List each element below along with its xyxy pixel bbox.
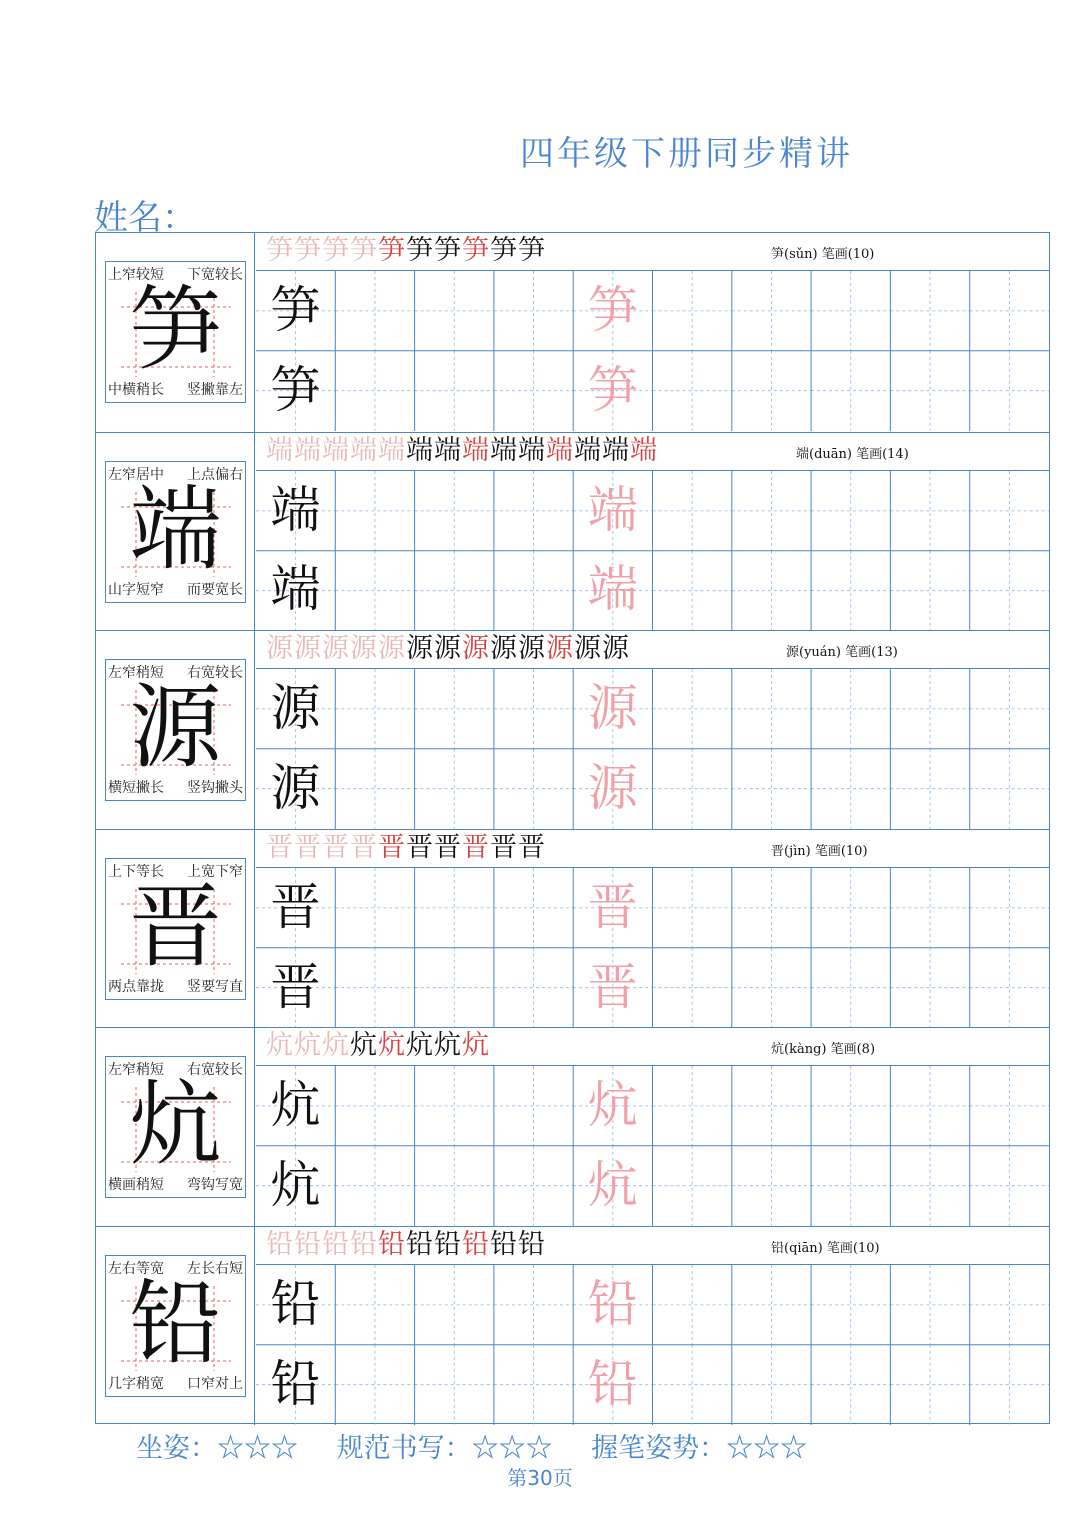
character-guide-card	[105, 1056, 246, 1198]
character-block	[96, 1226, 1049, 1425]
stroke-step: 端	[322, 434, 350, 466]
stroke-step: 笋	[406, 235, 434, 266]
stroke-step: 端	[546, 434, 574, 466]
model-character: 源	[129, 674, 222, 782]
sample-character: 端	[270, 560, 321, 619]
stroke-step: 晋	[378, 831, 406, 863]
stroke-step: 源	[434, 633, 462, 665]
stroke-step: 铅	[294, 1229, 322, 1260]
writing-tip: 而要宽长	[187, 581, 243, 598]
stroke-step: 铅	[350, 1229, 378, 1260]
stroke-order-sequence	[266, 832, 546, 864]
stroke-step: 端	[518, 434, 546, 466]
stroke-step: 源	[574, 633, 602, 665]
stroke-step: 源	[322, 633, 350, 665]
stroke-step: 铅	[518, 1229, 546, 1260]
stroke-step: 晋	[406, 831, 434, 863]
stroke-step: 端	[406, 434, 434, 466]
stroke-step: 笋	[490, 235, 518, 266]
stroke-order-sequence	[266, 633, 630, 665]
writing-tip: 右宽较长	[187, 1062, 243, 1079]
model-character: 晋	[129, 872, 222, 980]
stroke-step: 源	[294, 633, 322, 665]
stroke-step: 铅	[406, 1229, 434, 1260]
stroke-step: 炕	[434, 1030, 462, 1062]
writing-tip: 中横稍长	[108, 382, 164, 398]
sample-character: 铅	[270, 1275, 321, 1333]
stroke-step: 笋	[518, 235, 546, 266]
character-info: 铅(qiān) 笔画(10)	[771, 1241, 880, 1256]
sample-character: 晋	[270, 877, 321, 936]
trace-character: 晋	[587, 957, 638, 1016]
pen-grip-rating: 握笔姿势：☆☆☆	[591, 1433, 808, 1464]
stroke-step: 端	[574, 434, 602, 466]
stroke-step: 源	[490, 633, 518, 665]
stroke-step: 铅	[378, 1229, 406, 1260]
stroke-order-sequence	[266, 435, 658, 467]
character-guide-card	[105, 659, 246, 801]
writing-tip: 山字短窄	[108, 581, 164, 598]
stroke-step: 笋	[294, 235, 322, 266]
stroke-order-row	[256, 433, 1049, 471]
character-block	[96, 630, 1049, 829]
character-guide-panel	[96, 830, 255, 1028]
writing-tip: 横画稍短	[108, 1177, 164, 1194]
trace-character: 笋	[587, 281, 638, 339]
sample-character: 端	[270, 480, 321, 539]
stroke-step: 端	[378, 434, 406, 466]
stroke-step: 笋	[434, 235, 462, 266]
trace-character: 炕	[587, 1156, 638, 1215]
writing-tip: 竖要写直	[187, 978, 243, 995]
writing-tip: 下宽较长	[187, 267, 243, 283]
sample-character: 源	[270, 679, 321, 738]
character-block	[96, 829, 1049, 1028]
stroke-step: 端	[434, 434, 462, 466]
character-guide-card	[105, 261, 246, 403]
writing-rating: 规范书写：☆☆☆	[336, 1433, 553, 1464]
writing-tip: 横短撇长	[108, 780, 164, 797]
posture-rating: 坐姿：☆☆☆	[136, 1433, 298, 1464]
stroke-step: 源	[602, 633, 630, 665]
trace-character: 晋	[587, 877, 638, 936]
stroke-step: 笋	[462, 235, 490, 266]
stroke-order-row	[256, 233, 1049, 271]
trace-character: 源	[587, 679, 638, 738]
sample-character: 笋	[270, 281, 321, 339]
practice-sheet	[95, 232, 1050, 1424]
page-number: 第30页	[507, 1466, 573, 1490]
stroke-step: 端	[294, 434, 322, 466]
stroke-step: 晋	[490, 831, 518, 863]
character-guide-panel	[96, 1227, 255, 1425]
character-guide-panel	[96, 433, 255, 631]
writing-tip: 弯钩写宽	[187, 1177, 243, 1194]
stroke-step: 晋	[518, 831, 546, 863]
writing-tip: 竖撇靠左	[187, 382, 243, 398]
stroke-step: 晋	[434, 831, 462, 863]
model-character: 笋	[129, 276, 222, 383]
stroke-order-sequence	[266, 1229, 546, 1261]
stroke-order-sequence	[266, 235, 546, 267]
stroke-step: 源	[266, 633, 294, 665]
trace-character: 端	[587, 480, 638, 539]
stroke-step: 笋	[266, 235, 294, 266]
stroke-step: 铅	[490, 1229, 518, 1260]
trace-character: 笋	[587, 360, 638, 419]
trace-character: 端	[587, 560, 638, 619]
stroke-step: 晋	[266, 831, 294, 863]
stroke-step: 端	[462, 434, 490, 466]
stroke-step: 源	[546, 633, 574, 665]
writing-tip: 上下等长	[108, 863, 164, 880]
writing-tip: 左右等宽	[108, 1261, 164, 1277]
writing-tip: 右宽较长	[187, 665, 243, 682]
writing-tip: 几字稍宽	[108, 1376, 164, 1392]
stroke-step: 源	[518, 633, 546, 665]
stroke-order-row	[256, 830, 1049, 868]
character-guide-card	[105, 1255, 246, 1397]
stroke-step: 笋	[350, 235, 378, 266]
writing-tip: 口窄对上	[187, 1376, 243, 1392]
stroke-step: 笋	[378, 235, 406, 266]
stroke-step: 端	[630, 434, 658, 466]
stroke-step: 铅	[462, 1229, 490, 1260]
character-block	[96, 432, 1049, 631]
practice-grid	[256, 271, 1049, 431]
practice-grid	[256, 669, 1049, 829]
evaluation-footer	[136, 1426, 837, 1465]
trace-character: 铅	[587, 1354, 638, 1413]
stroke-step: 炕	[462, 1030, 490, 1062]
practice-grid	[256, 1265, 1049, 1425]
stroke-step: 炕	[322, 1030, 350, 1062]
stroke-order-row	[256, 1028, 1049, 1066]
character-guide-panel	[96, 233, 255, 432]
stroke-step: 源	[462, 633, 490, 665]
trace-character: 炕	[587, 1076, 638, 1135]
stroke-step: 源	[406, 633, 434, 665]
character-guide-panel	[96, 1028, 255, 1226]
writing-tip: 竖钩撇头	[187, 780, 243, 797]
sample-character: 晋	[270, 957, 321, 1016]
writing-tip: 两点靠拢	[108, 978, 164, 995]
stroke-step: 端	[350, 434, 378, 466]
character-info: 源(yuán) 笔画(13)	[786, 645, 898, 661]
character-block	[96, 233, 1049, 432]
stroke-step: 炕	[294, 1030, 322, 1062]
stroke-step: 端	[490, 434, 518, 466]
page-title: 四年级下册同步精讲	[520, 134, 853, 174]
practice-grid	[256, 1066, 1049, 1226]
writing-tip: 左窄稍短	[108, 665, 164, 682]
trace-character: 源	[587, 758, 638, 817]
stroke-step: 晋	[322, 831, 350, 863]
stroke-step: 端	[266, 434, 294, 466]
model-character: 铅	[129, 1270, 222, 1377]
character-info: 端(duān) 笔画(14)	[796, 446, 909, 462]
character-guide-card	[105, 858, 246, 1000]
stroke-step: 铅	[322, 1229, 350, 1260]
stroke-step: 晋	[294, 831, 322, 863]
sample-character: 铅	[270, 1354, 321, 1413]
stroke-step: 晋	[350, 831, 378, 863]
character-guide-panel	[96, 631, 255, 829]
sample-character: 源	[270, 758, 321, 817]
stroke-step: 笋	[322, 235, 350, 266]
writing-tip: 左窄稍短	[108, 1062, 164, 1079]
sample-character: 笋	[270, 360, 321, 419]
practice-grid	[256, 868, 1049, 1028]
writing-tip: 左窄居中	[108, 466, 164, 483]
stroke-step: 源	[378, 633, 406, 665]
stroke-step: 炕	[406, 1030, 434, 1062]
writing-tip: 上窄较短	[108, 267, 164, 283]
stroke-step: 炕	[378, 1030, 406, 1062]
sample-character: 炕	[270, 1156, 321, 1215]
stroke-step: 端	[602, 434, 630, 466]
stroke-order-row	[256, 1227, 1049, 1265]
stroke-order-sequence	[266, 1030, 490, 1062]
model-character: 端	[129, 475, 222, 583]
stroke-step: 铅	[434, 1229, 462, 1260]
stroke-step: 铅	[266, 1229, 294, 1260]
character-info: 炕(kàng) 笔画(8)	[771, 1042, 876, 1058]
sample-character: 炕	[270, 1076, 321, 1135]
stroke-order-row	[256, 631, 1049, 669]
stroke-step: 炕	[350, 1030, 378, 1062]
character-guide-card	[105, 461, 246, 603]
character-info: 笋(sǔn) 笔画(10)	[771, 247, 875, 262]
writing-tip: 左长右短	[187, 1261, 243, 1277]
character-info: 晋(jìn) 笔画(10)	[771, 843, 868, 859]
stroke-step: 源	[350, 633, 378, 665]
stroke-step: 炕	[266, 1030, 294, 1062]
writing-tip: 上点偏右	[187, 466, 243, 483]
practice-grid	[256, 471, 1049, 631]
stroke-step: 晋	[462, 831, 490, 863]
name-label: 姓名：	[94, 198, 196, 238]
model-character: 炕	[129, 1071, 222, 1179]
writing-tip: 上宽下窄	[187, 863, 243, 880]
character-block	[96, 1027, 1049, 1226]
trace-character: 铅	[587, 1275, 638, 1333]
